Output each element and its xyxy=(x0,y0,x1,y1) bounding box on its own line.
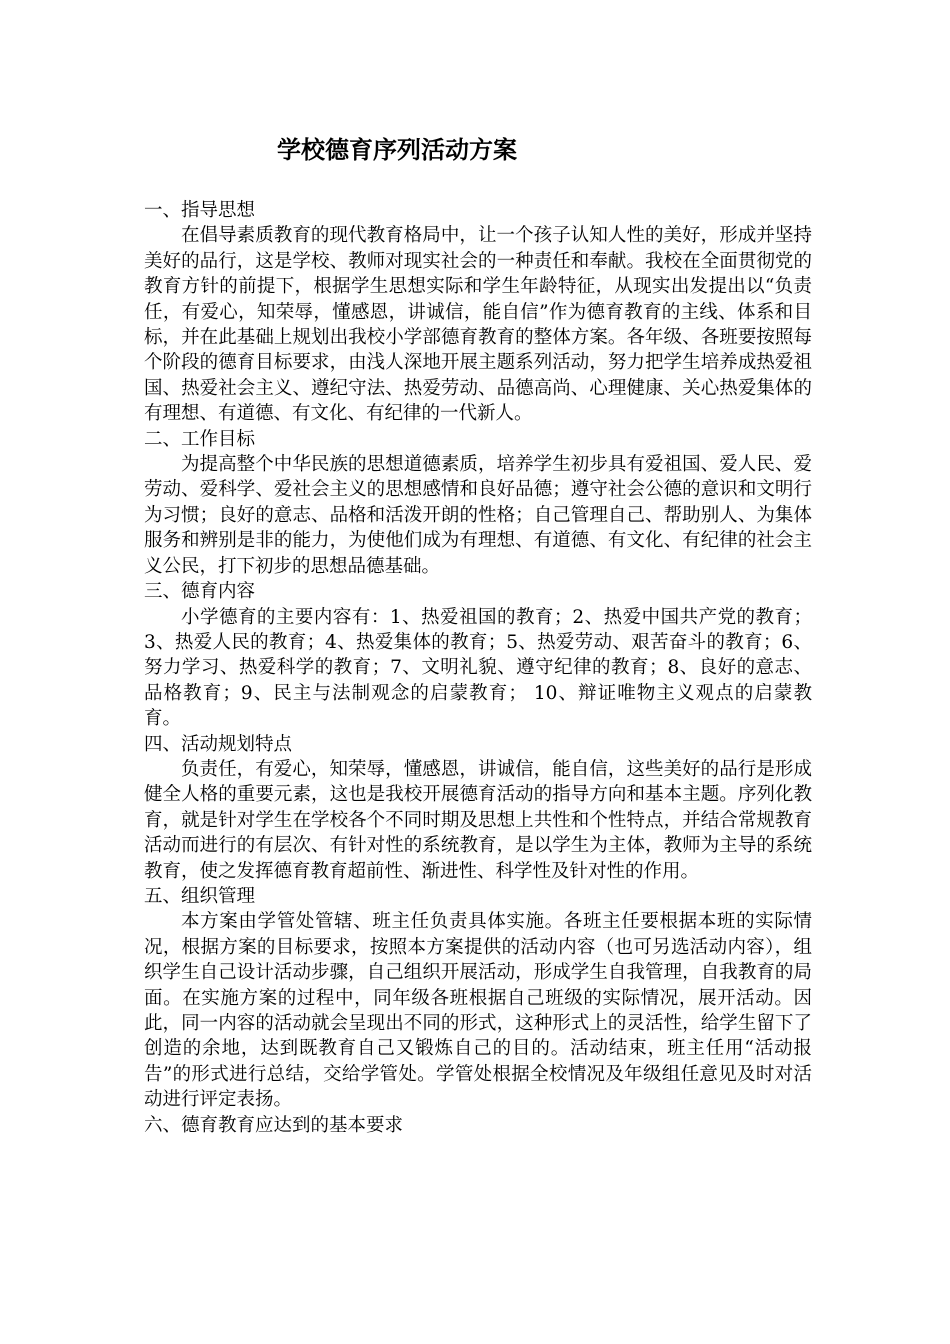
section-body-moral-content: 小学德育的主要内容有：1、热爱祖国的教育；2、热爱中国共产党的教育；3、热爱人民的教育；4、热爱集体的教育；5、热爱劳动、艰苦奋斗的教育；6、努力学习、热爱科学的教育；7、文明礼貌、遵守纪律的教育；8、良好的意志、品格教育；9、民主与法制观念的启蒙教育； 10、辩证唯物主义观点的启蒙教育。 xyxy=(144,606,812,730)
section-body-work-goals: 为提高整个中华民族的思想道德素质，培养学生初步具有爱祖国、爱人民、爱劳动、爱科学、爱社会主义的思想感情和良好品德；遵守社会公德的意识和文明行为习惯；良好的意志、品格和活泼开朗的性格；自己管理自己、帮助别人、为集体服务和辨别是非的能力，为使他们成为有理想、有道德、有文化、有纪律的社会主义公民，打下初步的思想品德基础。 xyxy=(144,454,812,577)
section-heading-organization: 五、组织管理 xyxy=(144,885,256,907)
document-body xyxy=(144,198,812,1138)
section-body-activity-features: 负责任，有爱心，知荣辱，懂感恩，讲诚信，能自信，这些美好的品行是形成健全人格的重要元素，这也是我校开展德育活动的指导方向和基本主题。序列化教育，就是针对学生在学校各个不同时期及思想上共性和个性特点，并结合常规教育活动而进行的有层次、有针对性的系统教育，是以学生为主体，教师为主导的系统教育，使之发挥德育教育超前性、渐进性、科学性及针对性的作用。 xyxy=(144,758,812,882)
section-heading-guiding-ideology: 一、指导思想 xyxy=(144,200,256,221)
section-heading-moral-content: 三、德育内容 xyxy=(144,581,256,603)
document-title: 学校德育序列活动方案 xyxy=(277,135,517,164)
section-heading-activity-features: 四、活动规划特点 xyxy=(144,733,293,755)
section-body-organization: 本方案由学管处管辖、班主任负责具体实施。各班主任要根据本班的实际情况，根据方案的目标要求，按照本方案提供的活动内容（也可另选活动内容），组织学生自己设计活动步骤，自己组织开展活动，形成学生自我管理，自我教育的局面。在实施方案的过程中，同年级各班根据自己班级的实际情况，展开活动。因此，同一内容的活动就会呈现出不同的形式，这种形式上的灵活性，给学生留下了创造的余地，达到既教育自己又锻炼自己的目的。活动结束，班主任用“活动报告”的形式进行总结，交给学管处。学管处根据全校情况及年级组任意见及时对活动进行评定表扬。 xyxy=(144,911,812,1111)
section-body-guiding-ideology: 在倡导素质教育的现代教育格局中，让一个孩子认知人性的美好，形成并坚持美好的品行，这是学校、教师对现实社会的一种责任和奉献。我校在全面贯彻党的教育方针的前提下，根据学生思想实际和学生年龄特征，从现实出发提出以“负责任，有爱心，知荣辱，懂感恩，讲诚信，能自信”作为德育教育的主线、体系和目标，并在此基础上规划出我校小学部德育教育的整体方案。各年级、各班要按照每个阶段的德育目标要求，由浅人深地开展主题系列活动，努力把学生培养成热爱祖国、热爱社会主义、遵纪守法、热爱劳动、品德高尚、心理健康、关心热爱集体的有理想、有道德、有文化、有纪律的一代新人。 xyxy=(144,225,812,425)
section-heading-work-goals: 二、工作目标 xyxy=(144,428,256,450)
section-heading-basic-requirements: 六、德育教育应达到的基本要求 xyxy=(144,1114,404,1136)
